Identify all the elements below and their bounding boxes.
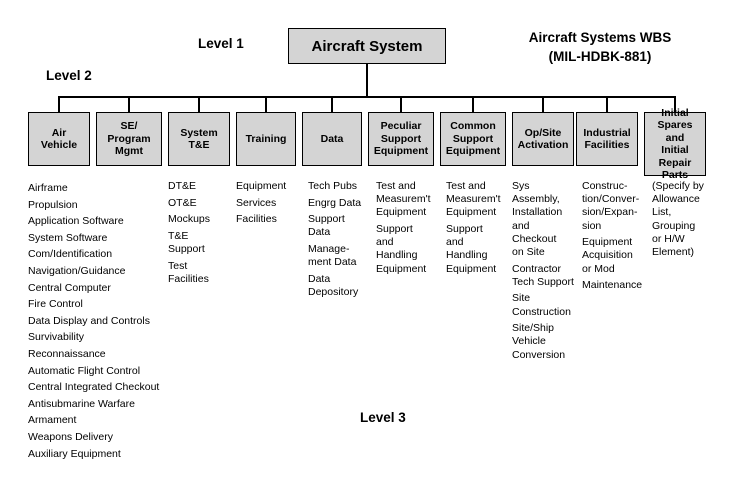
level-1-label: Level 1	[198, 36, 244, 51]
leaf-item: OT&E	[168, 196, 197, 209]
node-box[interactable]	[28, 112, 90, 166]
leaf-item: Engrg Data	[308, 196, 362, 209]
connector-horizontal-bus	[59, 96, 675, 98]
leaf-item: Test and Measurem't Equipment	[446, 180, 501, 219]
connector-root-stem	[366, 64, 368, 96]
leaf-item: Navigation/Guidance	[28, 264, 126, 277]
node-aircraft-system[interactable]	[288, 28, 446, 64]
node-box-label: System T&E	[180, 126, 218, 151]
leaf-column	[236, 180, 298, 230]
node-aircraft-system-label: Aircraft System	[311, 37, 423, 55]
connector-drop-4	[331, 96, 333, 112]
leaf-item: Maintenance	[582, 279, 643, 292]
leaf-column	[582, 180, 648, 296]
leaf-item: Construc- tion/Conver- sion/Expan- sion	[582, 180, 640, 232]
node-box[interactable]	[236, 112, 296, 166]
connector-drop-6	[472, 96, 474, 112]
node-box-label: Industrial Facilities	[583, 126, 631, 151]
node-box-label: Air Vehicle	[40, 126, 78, 151]
leaf-item: Data Depository	[308, 272, 359, 298]
connector-drop-7	[542, 96, 544, 112]
leaf-item: Test Facilities	[168, 259, 209, 285]
leaf-item: Sys Assembly, Installation and Checkout on Site	[512, 180, 563, 259]
leaf-item: Contractor Tech Support	[512, 262, 574, 288]
leaf-column	[652, 180, 718, 263]
leaf-column	[512, 180, 578, 365]
leaf-item: Equipment Acquisition or Mod	[582, 236, 633, 275]
leaf-item: Com/Identification	[28, 248, 113, 261]
node-box[interactable]	[368, 112, 434, 166]
leaf-item: Reconnaissance	[28, 347, 106, 360]
leaf-column	[168, 180, 230, 289]
leaf-item: Services	[236, 196, 277, 209]
leaf-item: Equipment	[236, 180, 287, 192]
leaf-item: Data Display and Controls	[28, 314, 150, 327]
leaf-item: Automatic Flight Control	[28, 364, 141, 377]
node-box-label: Initial Spares and Initial Repair Parts	[657, 106, 693, 181]
node-box[interactable]	[512, 112, 574, 166]
leaf-item: Central Computer	[28, 281, 111, 294]
connector-drop-2	[198, 96, 200, 112]
leaf-item: Manage- ment Data	[308, 242, 357, 269]
leaf-item: Mockups	[168, 213, 211, 226]
node-box-label: Peculiar Support Equipment	[373, 120, 429, 158]
connector-drop-5	[400, 96, 402, 112]
leaf-item: Tech Pubs	[308, 180, 358, 192]
leaf-item: Support and Handling Equipment	[376, 223, 427, 275]
leaf-item: Site Construction	[512, 292, 571, 318]
leaf-item: Armament	[28, 414, 77, 427]
connector-drop-0	[58, 96, 60, 112]
leaf-item: Site/Ship Vehicle Conversion	[512, 322, 566, 361]
connector-drop-8	[606, 96, 608, 112]
node-box[interactable]	[96, 112, 162, 166]
leaf-column	[308, 180, 370, 303]
leaf-item: (Specify by Allowance List, Grouping or H/W Element)	[652, 180, 704, 259]
leaf-item: Fire Control	[28, 298, 83, 311]
leaf-item: T&E Support	[168, 229, 205, 255]
node-box[interactable]	[440, 112, 506, 166]
diagram-title-line1: Aircraft Systems WBS	[528, 30, 672, 45]
diagram-title-line2: (MIL-HDBK-881)	[548, 49, 652, 64]
leaf-item: Propulsion	[28, 198, 78, 211]
leaf-column	[446, 180, 512, 279]
connector-drop-1	[128, 96, 130, 112]
leaf-item: Survivability	[28, 331, 85, 344]
leaf-column	[376, 180, 442, 279]
node-box[interactable]	[644, 106, 706, 181]
leaf-item: Support and Handling Equipment	[446, 223, 497, 275]
node-box[interactable]	[168, 112, 230, 166]
leaf-item: Auxiliary Equipment	[28, 447, 121, 460]
leaf-item: Antisubmarine Warfare	[28, 397, 135, 410]
level-2-label: Level 2	[46, 68, 92, 83]
node-box-label: Op/Site Activation	[517, 126, 569, 151]
leaf-item: Facilities	[236, 213, 277, 226]
node-box[interactable]	[576, 112, 638, 166]
node-box-label: SE/ Program Mgmt	[107, 120, 151, 158]
leaf-item: Weapons Delivery	[28, 430, 114, 443]
node-box-label: Data	[320, 132, 344, 145]
leaf-item: Airframe	[28, 182, 68, 194]
leaf-item: Central Integrated Checkout	[28, 381, 160, 394]
leaf-item: Application Software	[28, 215, 124, 228]
leaf-item: System Software	[28, 231, 108, 244]
level-3-label: Level 3	[360, 410, 406, 425]
connector-drop-3	[265, 96, 267, 112]
node-box-label: Training	[245, 132, 287, 145]
leaf-item: Test and Measurem't Equipment	[376, 180, 431, 219]
node-box[interactable]	[302, 112, 362, 166]
leaf-item: DT&E	[168, 180, 197, 192]
diagram-title	[470, 28, 730, 66]
leaf-column	[28, 180, 168, 462]
node-box-label: Common Support Equipment	[445, 120, 501, 158]
leaf-item: Support Data	[308, 213, 345, 239]
